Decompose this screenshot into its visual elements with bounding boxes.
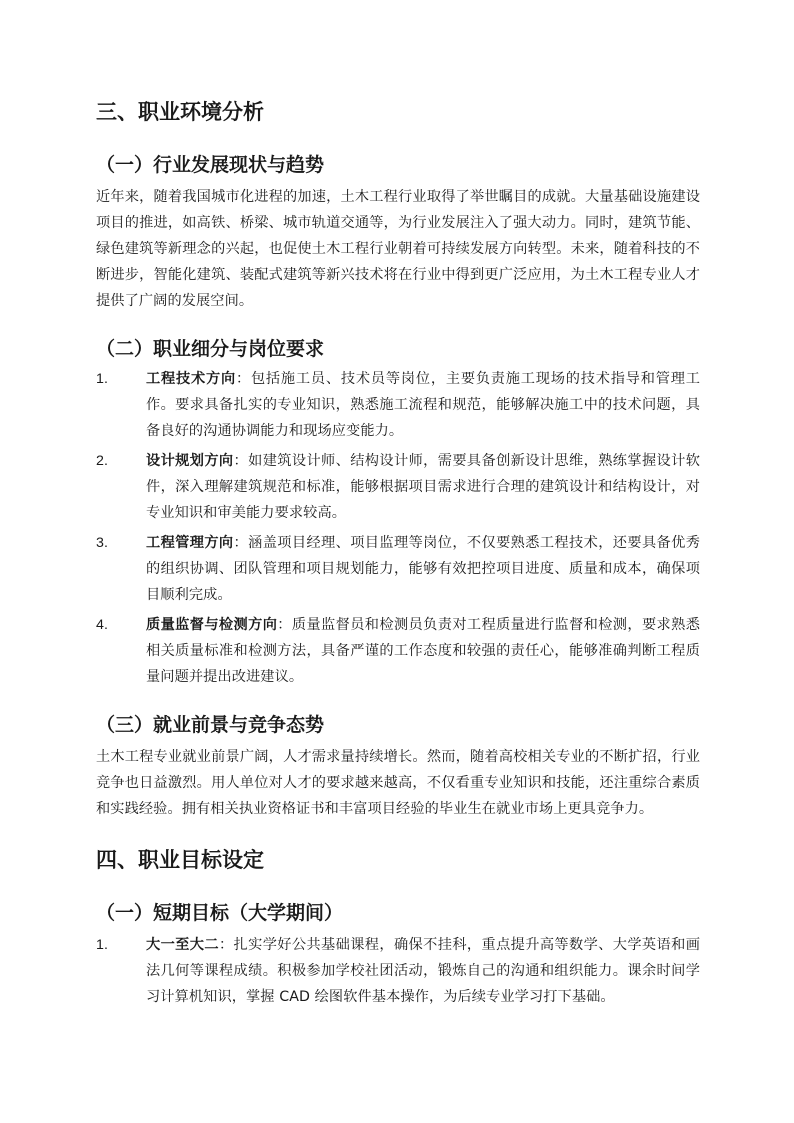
list-number: 1. (96, 937, 109, 953)
list-item-text: ：质量监督员和检测员负责对工程质量进行监督和检测，要求熟悉相关质量标准和检测方法，具备严谨的工作态度和较强的责任心，能够准确判断工程质量问题并提出改进建议。 (146, 617, 700, 685)
list-item-label: 质量监督与检测方向 (146, 617, 278, 633)
section-3-title: 三、职业环境分析 (96, 100, 264, 124)
short-term-goals-list (96, 932, 700, 1010)
list-item (96, 932, 700, 1010)
list-item-text: ：涵盖项目经理、项目监理等岗位，不仅要熟悉工程技术，还要具备优秀的组织协调、团队管理和项目规划能力，能够有效把控项目进度、质量和成本，确保项目顺利完成。 (146, 535, 701, 603)
list-item-label: 设计规划方向 (146, 453, 234, 469)
subsection-short-term-goals-title: （一）短期目标（大学期间） (96, 902, 344, 924)
document-page (96, 96, 700, 1010)
list-number: 2. (96, 453, 109, 469)
list-item-label: 工程技术方向 (146, 371, 236, 387)
list-item (96, 366, 700, 444)
section-4-title: 四、职业目标设定 (96, 848, 264, 872)
list-item-text: ：包括施工员、技术员等岗位，主要负责施工现场的技术指导和管理工作。要求具备扎实的专业知识，熟悉施工流程和规范，能够解决施工中的技术问题，具备良好的沟通协调能力和现场应变能力。 (146, 371, 700, 439)
list-number: 1. (96, 371, 109, 387)
subsection-industry-trends-title: （一）行业发展现状与趋势 (96, 154, 325, 176)
list-item-text: ：如建筑设计师、结构设计师，需要具备创新设计思维，熟练掌握设计软件，深入理解建筑规范和标准，能够根据项目需求进行合理的建筑设计和结构设计，对专业知识和审美能力要求较高。 (146, 453, 701, 521)
list-item (96, 448, 700, 526)
list-item-label: 大一至大二 (146, 937, 219, 953)
subsection-employment-outlook-title: （三）就业前景与竞争态势 (96, 714, 325, 736)
list-item-text: ：扎实学好公共基础课程，确保不挂科，重点提升高等数学、大学英语和画法几何等课程成绩。积极参加学校社团活动，锻炼自己的沟通和组织能力。课余时间学习计算机知识，掌握 CAD 绘图软件基本操作，为后续专业学习打下基础。 (146, 937, 700, 1005)
list-item-label: 工程管理方向 (146, 535, 234, 551)
industry-trends-paragraph: 近年来，随着我国城市化进程的加速，土木工程行业取得了举世瞩目的成就。大量基础设施建设项目的推进，如高铁、桥梁、城市轨道交通等，为行业发展注入了强大动力。同时，建筑节能、绿色建筑等新理念的兴起，也促使土木工程行业朝着可持续发展方向转型。未来，随着科技的不断进步，智能化建筑、装配式建筑等新兴技术将在行业中得到更广泛应用，为土木工程专业人才提供了广阔的发展空间。 (96, 189, 700, 309)
list-number: 3. (96, 535, 109, 551)
list-item (96, 612, 700, 690)
list-item (96, 530, 700, 608)
list-number: 4. (96, 617, 109, 633)
employment-outlook-paragraph: 土木工程专业就业前景广阔，人才需求量持续增长。然而，随着高校相关专业的不断扩招，行业竞争也日益激烈。用人单位对人才的要求越来越高，不仅看重专业知识和技能，还注重综合素质和实践经验。拥有相关执业资格证书和丰富项目经验的毕业生在就业市场上更具竞争力。 (96, 749, 700, 817)
career-segments-list (96, 366, 700, 690)
subsection-career-segments-title: （二）职业细分与岗位要求 (96, 338, 325, 360)
